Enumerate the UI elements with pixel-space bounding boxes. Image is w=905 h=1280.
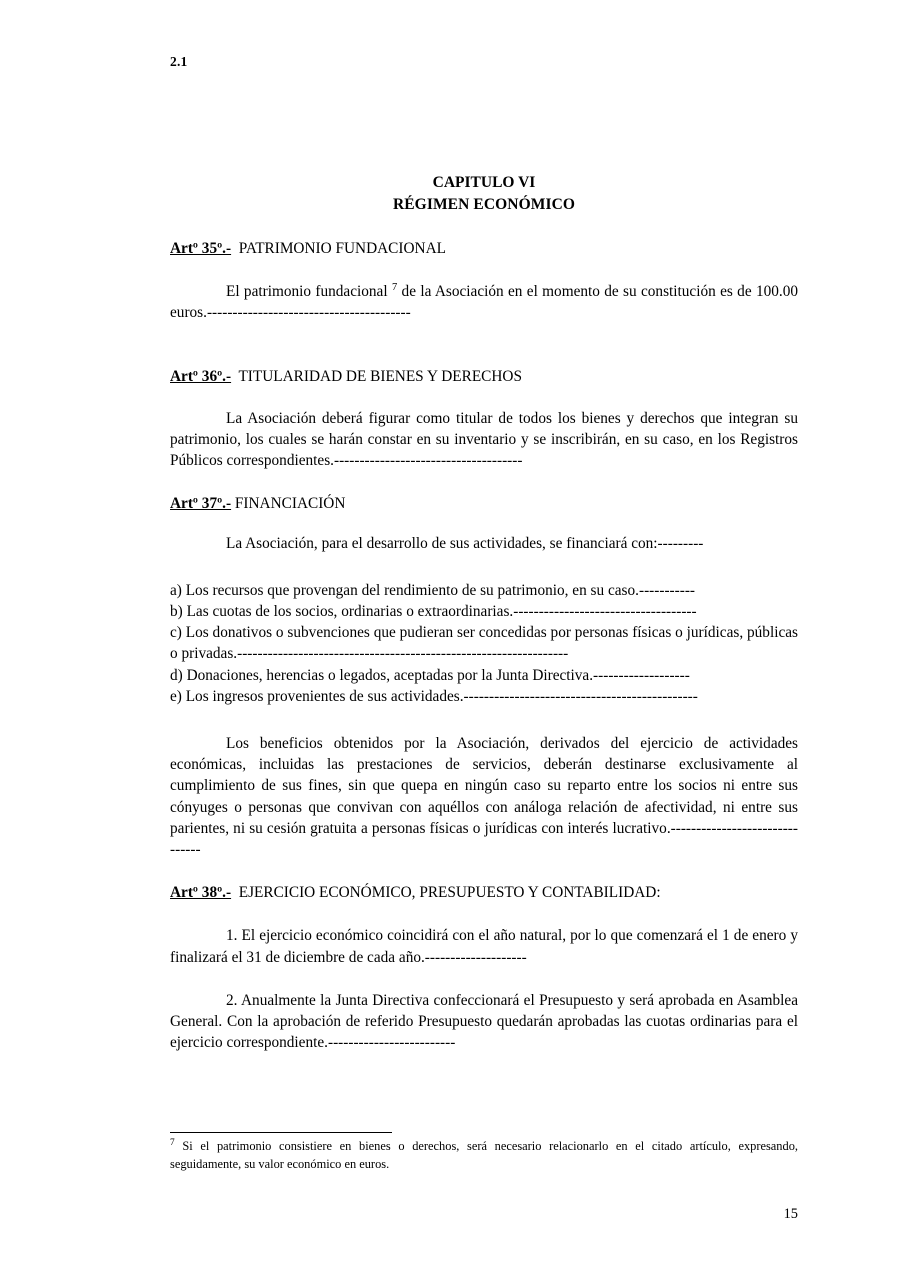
paragraph-38-2: 2. Anualmente la Junta Directiva confeccionará el Presupuesto y será aprobada en Asamblea General. Con la aprobación de referido Presupuesto quedarán aprobadas las cuotas ordinarias para el ejercicio correspondiente.------------------------- xyxy=(170,991,798,1052)
footnote-text: Si el patrimonio consistiere en bienes o derechos, será necesario relacionarlo en el citado artículo, expresando, seguidamente, su valor económico en euros. xyxy=(170,1139,798,1171)
article-title-36: TITULARIDAD DE BIENES Y DERECHOS xyxy=(238,367,522,385)
article-label-38: Artº 38º.- xyxy=(170,884,232,902)
footnote-block xyxy=(170,1138,798,1173)
article-title-38: EJERCICIO ECONÓMICO, PRESUPUESTO Y CONTABILIDAD: xyxy=(238,884,661,902)
footnote-separator xyxy=(170,1132,392,1133)
article-title-35: PATRIMONIO FUNDACIONAL xyxy=(238,240,446,257)
chapter-title xyxy=(170,172,798,215)
article-heading-36 xyxy=(170,366,798,387)
paragraph-36-1: La Asociación deberá figurar como titular de todos los bienes y derechos que integran su patrimonio, los cuales se harán constar en su inventario y se inscribirán, en su caso, en los Registros Públicos correspondientes.------------------------------------- xyxy=(170,409,798,470)
list-item-a: a) Los recursos que provengan del rendimiento de su patrimonio, en su caso.----------- xyxy=(170,581,696,599)
article-label-35: Artº 35º.- xyxy=(170,240,232,257)
list-item-b: b) Las cuotas de los socios, ordinarias o extraordinarias.------------------------------------ xyxy=(170,603,697,621)
chapter-name-line: RÉGIMEN ECONÓMICO xyxy=(392,195,576,213)
article-title-37: FINANCIACIÓN xyxy=(234,495,346,513)
article-label-37: Artº 37º.- xyxy=(170,495,232,513)
list-item-d: d) Donaciones, herencias o legados, aceptadas por la Junta Directiva.------------------- xyxy=(170,666,690,684)
footnote-reference-icon: 7 xyxy=(391,282,398,294)
document-body xyxy=(170,238,798,1053)
paragraph-35-1 xyxy=(170,281,798,323)
paragraph-35-1-pre: El patrimonio fundacional xyxy=(226,283,388,301)
list-item-c: c) Los donativos o subvenciones que pudieran ser concedidas por personas físicas o jurídicas, públicas o privadas.----------------------------------------------------------------- xyxy=(170,624,798,663)
page-number: 15 xyxy=(783,1206,798,1222)
paragraph-37-1: La Asociación, para el desarrollo de sus actividades, se financiará con:--------- xyxy=(226,534,704,552)
chapter-number-line: CAPITULO VI xyxy=(432,174,536,191)
paragraph-38-1: 1. El ejercicio económico coincidirá con el año natural, por lo que comenzará el 1 de enero y finalizará el 31 de diciembre de cada año.-------------------- xyxy=(170,927,798,966)
paragraph-35-1-post: de la Asociación en el momento de su constitución es de 100.00 euros.---------------------------------------- xyxy=(170,283,799,322)
paragraph-37-closing: Los beneficios obtenidos por la Asociación, derivados del ejercicio de actividades económicas, incluidas las prestaciones de servicios, deberán destinarse exclusivamente al cumplimiento de sus fines, sin que quepa en ningún caso su reparto entre los socios ni entre sus cónyuges o personas que convivan con aquéllos con análoga relación de afectividad, ni entre sus parientes, ni su cesión gratuita a personas físicas o jurídicas con interés lucrativo.------------------------------- xyxy=(170,735,798,859)
footnote-marker: 7 xyxy=(170,1137,175,1148)
running-header: 2.1 xyxy=(170,54,188,69)
article-heading-35 xyxy=(170,238,798,259)
list-item-e: e) Los ingresos provenientes de sus actividades.---------------------------------------------- xyxy=(170,687,698,705)
article-heading-38 xyxy=(170,882,798,903)
article-heading-37 xyxy=(170,493,798,514)
article-label-36: Artº 36º.- xyxy=(170,367,232,385)
